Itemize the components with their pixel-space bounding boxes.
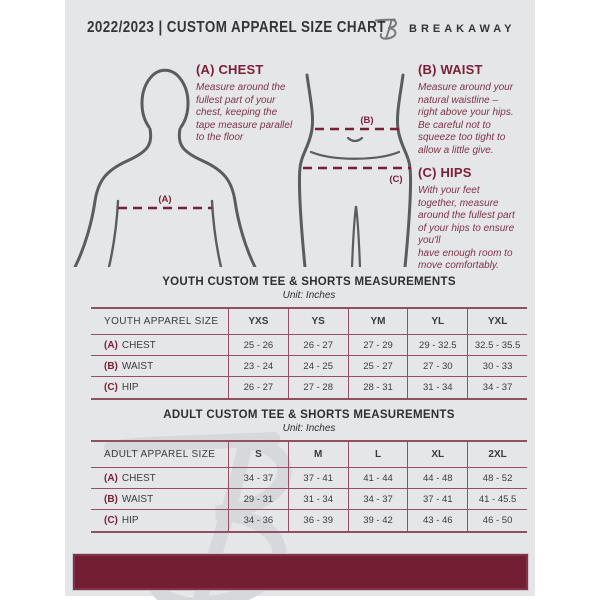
- hips-instructions: With your feet together, measure around the fullest part of your hips to ensure you'll have enough room to move comfortably.: [418, 185, 515, 271]
- row-label: [91, 356, 228, 377]
- row-marker: (C): [104, 515, 118, 526]
- hips-heading: (C) HIPS: [418, 165, 472, 180]
- row-name: CHEST: [121, 339, 156, 351]
- waist-instructions: Measure around your natural waistline – right above your hips. Be careful not to squeeze too tight to allow a little give.: [418, 82, 514, 156]
- table-cell: 34 - 37: [228, 468, 288, 489]
- table-cell: 25 - 27: [348, 356, 408, 377]
- column-header: YXL: [467, 309, 527, 335]
- table-cell: 25 - 26: [228, 335, 288, 356]
- table-cell: 26 - 27: [288, 335, 348, 356]
- youth-size-table: [91, 307, 527, 400]
- row-name: HIP: [121, 382, 139, 393]
- column-header: M: [288, 442, 348, 468]
- table-cell: 30 - 33: [467, 356, 527, 377]
- row-name: CHEST: [121, 472, 156, 484]
- table-cell: 41 - 45.5: [467, 489, 527, 510]
- row-marker: (C): [104, 382, 118, 393]
- hips-marker-label: (C): [389, 174, 403, 185]
- table-cell: 29 - 31: [228, 489, 288, 510]
- table-cell: 37 - 41: [407, 489, 467, 510]
- column-header: YOUTH APPAREL SIZE: [91, 309, 228, 335]
- table-cell: 26 - 27: [228, 377, 288, 398]
- row-marker: (A): [104, 339, 118, 351]
- row-marker: (A): [104, 472, 118, 484]
- adult-table-unit: Unit: Inches: [282, 423, 336, 434]
- row-name: WAIST: [121, 360, 154, 372]
- row-label: [91, 377, 228, 398]
- column-header: 2XL: [467, 442, 527, 468]
- row-label: [91, 489, 228, 510]
- youth-table-title: YOUTH CUSTOM TEE & SHORTS MEASUREMENTS: [162, 276, 456, 288]
- footer-accent-bar: [72, 553, 529, 591]
- row-label: [91, 335, 228, 356]
- brand-name: BREAKAWAY: [409, 23, 516, 35]
- column-header: YS: [288, 309, 348, 335]
- adult-table-title: ADULT CUSTOM TEE & SHORTS MEASUREMENTS: [163, 409, 455, 421]
- table-cell: 29 - 32.5: [407, 335, 467, 356]
- table-cell: 37 - 41: [288, 468, 348, 489]
- table-cell: 27 - 28: [288, 377, 348, 398]
- table-cell: 39 - 42: [348, 510, 408, 531]
- waist-heading: (B) WAIST: [418, 62, 483, 77]
- column-header: ADULT APPAREL SIZE: [91, 442, 228, 468]
- table-cell: 27 - 29: [348, 335, 408, 356]
- youth-table-unit: Unit: Inches: [282, 290, 336, 301]
- column-header: YM: [348, 309, 408, 335]
- column-header: L: [348, 442, 408, 468]
- row-marker: (B): [104, 493, 118, 505]
- chest-instructions: Measure around the fullest part of your chest, keeping the tape measure parallel to the floor: [196, 82, 293, 143]
- content-layer: [65, 0, 535, 596]
- row-marker: (B): [104, 360, 118, 372]
- chest-heading: (A) CHEST: [196, 62, 264, 77]
- adult-size-table: [91, 440, 527, 533]
- row-name: HIP: [121, 515, 139, 526]
- table-cell: 34 - 37: [348, 489, 408, 510]
- row-name: WAIST: [121, 493, 154, 505]
- table-cell: 27 - 30: [407, 356, 467, 377]
- chest-marker-label: (A): [158, 194, 172, 205]
- row-label: [91, 510, 228, 531]
- chart-sheet: [65, 0, 535, 596]
- column-header: S: [228, 442, 288, 468]
- table-cell: 23 - 24: [228, 356, 288, 377]
- page-title: 2022/2023 | CUSTOM APPAREL SIZE CHART: [87, 19, 386, 36]
- table-cell: 34 - 37: [467, 377, 527, 398]
- column-header: YL: [407, 309, 467, 335]
- table-cell: 31 - 34: [288, 489, 348, 510]
- table-cell: 48 - 52: [467, 468, 527, 489]
- table-cell: 28 - 31: [348, 377, 408, 398]
- table-cell: 24 - 25: [288, 356, 348, 377]
- table-cell: 43 - 46: [407, 510, 467, 531]
- column-header: YXS: [228, 309, 288, 335]
- table-cell: 46 - 50: [467, 510, 527, 531]
- row-label: [91, 468, 228, 489]
- table-cell: 32.5 - 35.5: [467, 335, 527, 356]
- table-cell: 44 - 48: [407, 468, 467, 489]
- table-cell: 34 - 36: [228, 510, 288, 531]
- column-header: XL: [407, 442, 467, 468]
- table-cell: 36 - 39: [288, 510, 348, 531]
- waist-marker-label: (B): [360, 115, 374, 126]
- breakaway-logo-icon: [373, 12, 401, 43]
- table-cell: 31 - 34: [407, 377, 467, 398]
- table-cell: 41 - 44: [348, 468, 408, 489]
